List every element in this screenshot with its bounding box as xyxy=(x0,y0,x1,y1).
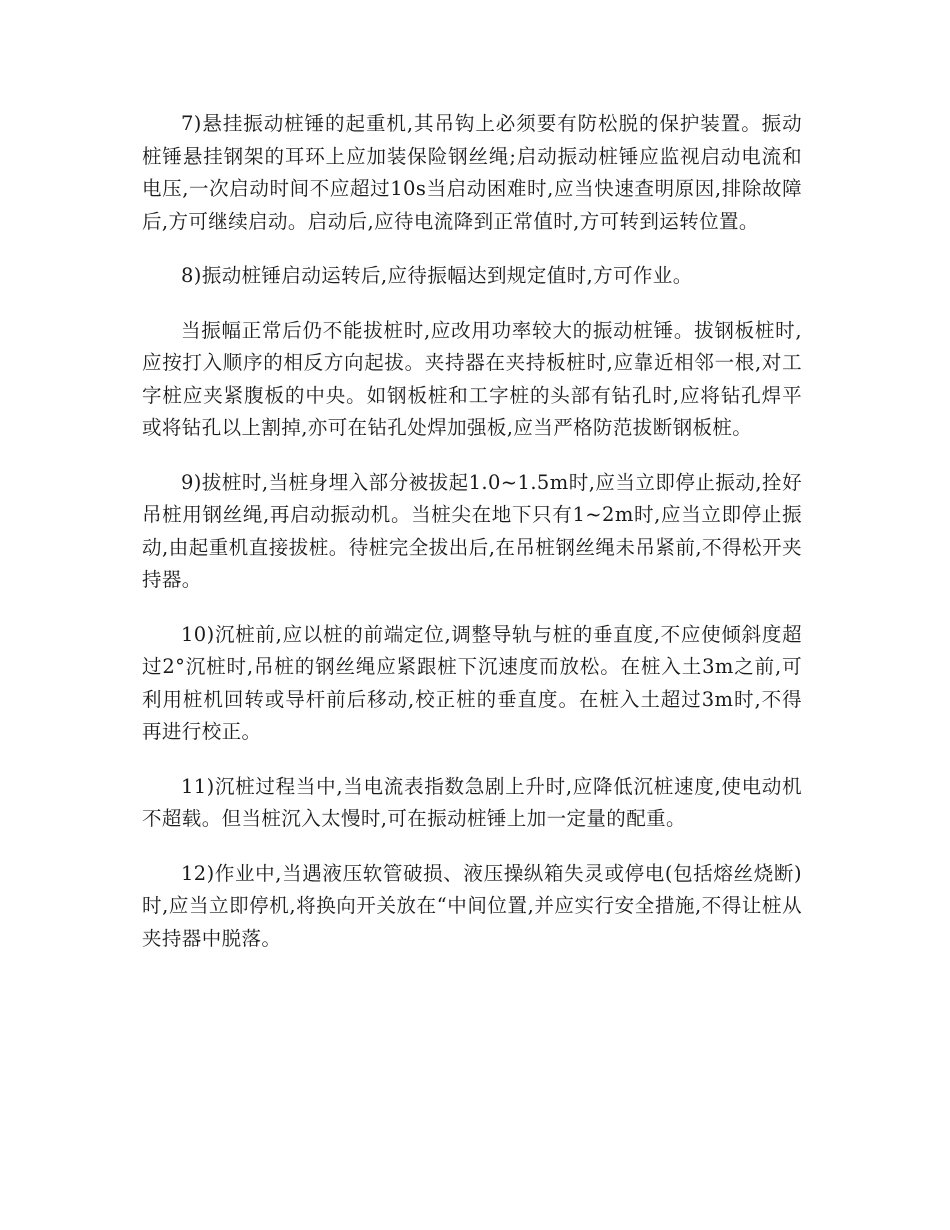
paragraph-amplitude: 当振幅正常后仍不能拔桩时,应改用功率较大的振动桩锤。拔钢板桩时,应按打入顺序的相反方向起拔。夹持器在夹持板桩时,应靠近相邻一根,对工字桩应夹紧腹板的中央。如钢板桩和工字桩的头部有钻孔时,应将钻孔焊平或将钻孔以上割掉,亦可在钻孔处焊加强板,应当严格防范拔断钢板桩。 xyxy=(142,318,802,439)
paragraph-8: 8)振动桩锤启动运转后,应待振幅达到规定值时,方可作业。 xyxy=(181,264,693,287)
document-page xyxy=(142,108,802,977)
paragraph-10: 10)沉桩前,应以桩的前端定位,调整导轨与桩的垂直度,不应使倾斜度超过2°沉桩时,吊桩的钢丝绳应紧跟桩下沉速度而放松。在桩入土3m之前,可利用桩机回转或导杆前后移动,校正桩的垂直度。在桩入土超过3m时,不得再进行校正。 xyxy=(142,622,802,743)
paragraph-11: 11)沉桩过程当中,当电流表指数急剧上升时,应降低沉桩速度,使电动机不超载。但当桩沉入太慢时,可在振动桩锤上加一定量的配重。 xyxy=(142,774,802,830)
paragraph-9: 9)拔桩时,当桩身埋入部分被拔起1.0~1.5m时,应当立即停止振动,拴好吊桩用钢丝绳,再启动振动机。当桩尖在地下只有1~2m时,应当立即停止振动,由起重机直接拔桩。待桩完全拔出后,在吊桩钢丝绳未吊紧前,不得松开夹持器。 xyxy=(142,470,802,591)
paragraph-12: 12)作业中,当遇液压软管破损、液压操纵箱失灵或停电(包括熔丝烧断)时,应当立即停机,将换向开关放在“中间位置,并应实行安全措施,不得让桩从夹持器中脱落。 xyxy=(142,861,802,950)
paragraph-7: 7)悬挂振动桩锤的起重机,其吊钩上必须要有防松脱的保护装置。振动桩锤悬挂钢架的耳环上应加装保险钢丝绳;启动振动桩锤应监视启动电流和电压,一次启动时间不应超过10s当启动困难时,应当快速查明原因,排除故障后,方可继续启动。启动后,应待电流降到正常值时,方可转到运转位置。 xyxy=(142,112,802,233)
